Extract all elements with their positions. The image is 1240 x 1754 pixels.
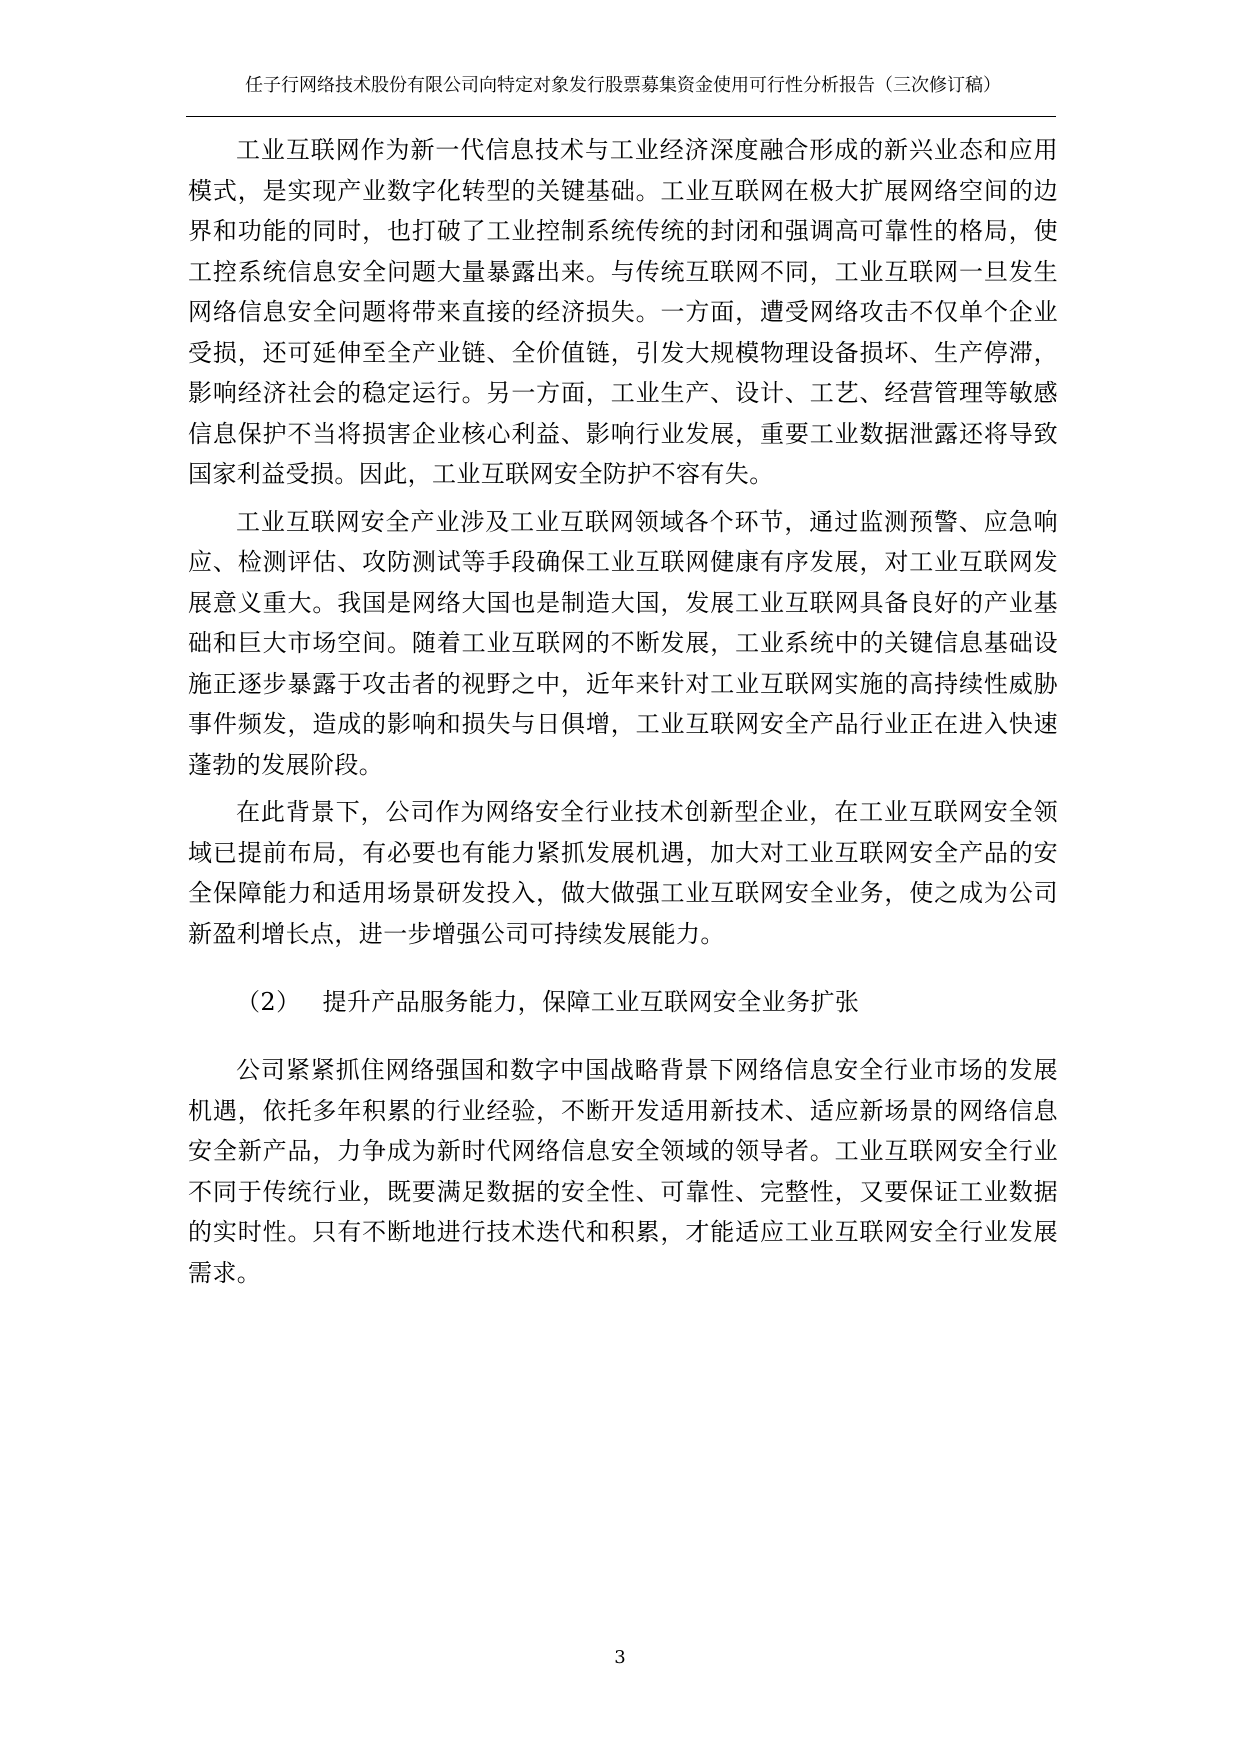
paragraph-security-industry: 工业互联网安全产业涉及工业互联网领域各个环节，通过监测预警、应急响应、检测评估、攻防测试等手段确保工业互联网健康有序发展，对工业互联网发展意义重大。我国是网络大国也是制造大国，发展工业互联网具备良好的产业基础和巨大市场空间。随着工业互联网的不断发展，工业系统中的关键信息基础设施正逐步暴露于攻击者的视野之中，近年来针对工业互联网实施的高持续性威胁事件频发，造成的影响和损失与日俱增，工业互联网安全产品行业正在进入快速蓬勃的发展阶段。 xyxy=(188,507,1058,779)
section-subheading xyxy=(188,982,1058,1022)
paragraph-product-service: 公司紧紧抓住网络强国和数字中国战略背景下网络信息安全行业市场的发展机遇，依托多年积累的行业经验，不断开发适用新技术、适应新场景的网络信息安全新产品，力争成为新时代网络信息安全领域的领导者。工业互联网安全行业不同于传统行业，既要满足数据的安全性、可靠性、完整性，又要保证工业数据的实时性。只有不断地进行技术迭代和积累，才能适应工业互联网安全行业发展需求。 xyxy=(188,1056,1058,1287)
page-number: 3 xyxy=(614,1647,626,1668)
paragraph-industrial-internet-intro: 工业互联网作为新一代信息技术与工业经济深度融合形成的新兴业态和应用模式，是实现产业数字化转型的关键基础。工业互联网在极大扩展网络空间的边界和功能的同时，也打破了工业控制系统传统的封闭和强调高可靠性的格局，使工控系统信息安全问题大量暴露出来。与传统互联网不同，工业互联网一旦发生网络信息安全问题将带来直接的经济损失。一方面，遭受网络攻击不仅单个企业受损，还可延伸至全产业链、全价值链，引发大规模物理设备损坏、生产停滞，影响经济社会的稳定运行。另一方面，工业生产、设计、工艺、经营管理等敏感信息保护不当将损害企业核心利益、影响行业发展，重要工业数据泄露还将导致国家利益受损。因此，工业互联网安全防护不容有失。 xyxy=(188,136,1058,488)
page-header-title: 任子行网络技术股份有限公司向特定对象发行股票募集资金使用可行性分析报告（三次修订稿） xyxy=(245,75,1001,96)
subheading-number: （2） xyxy=(236,988,301,1016)
header-divider xyxy=(186,116,1056,117)
subheading-text: 提升产品服务能力，保障工业互联网安全业务扩张 xyxy=(322,988,860,1016)
paragraph-company-background: 在此背景下，公司作为网络安全行业技术创新型企业，在工业互联网安全领域已提前布局，有必要也有能力紧抓发展机遇，加大对工业互联网安全产品的安全保障能力和适用场景研发投入，做大做强工业互联网安全业务，使之成为公司新盈利增长点，进一步增强公司可持续发展能力。 xyxy=(188,798,1058,948)
body-content xyxy=(188,130,1058,1300)
